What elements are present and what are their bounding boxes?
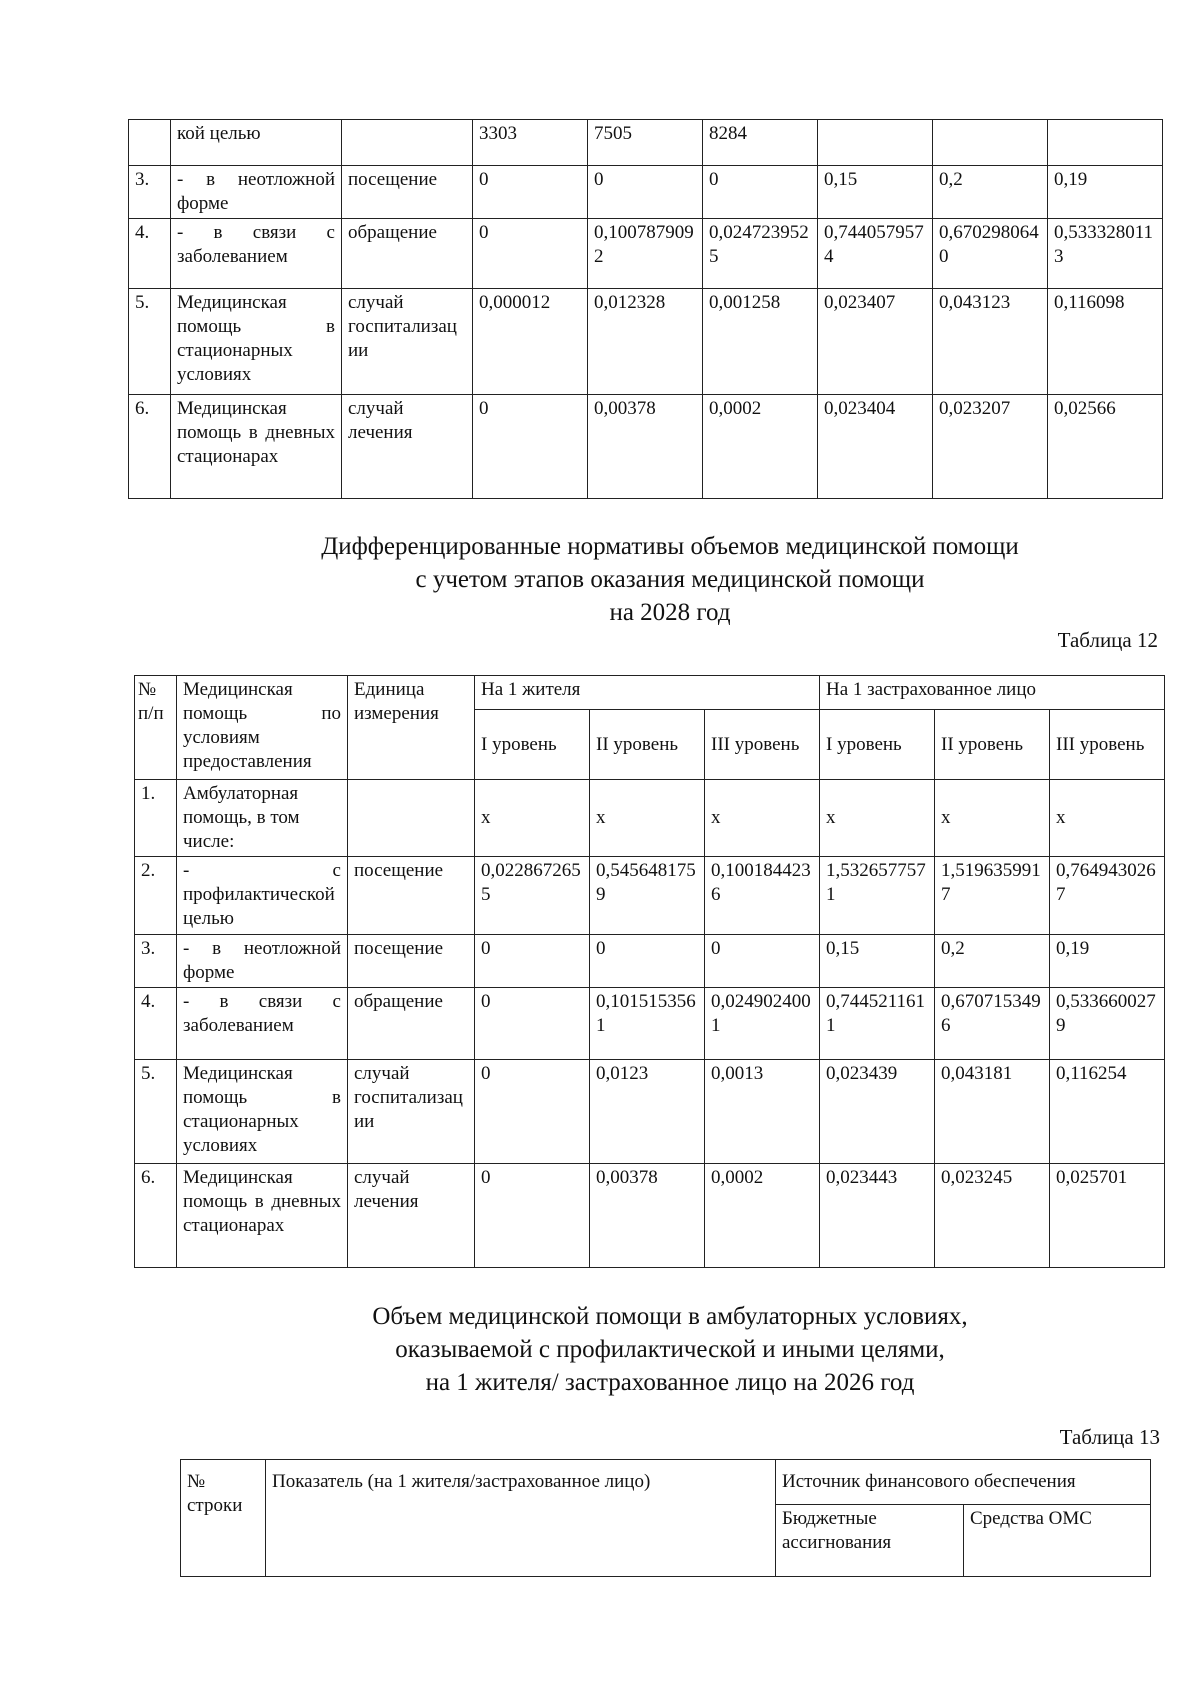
cell-value: x: [820, 780, 935, 857]
cell-value: 0,1001844236: [705, 857, 820, 935]
cell-value: 0,5333280113: [1048, 219, 1163, 289]
header-indicator: Показатель (на 1 жителя/застрахованное лицо): [266, 1460, 776, 1577]
row-unit: посещение: [348, 857, 475, 935]
table-row: [129, 289, 1163, 395]
row-unit: обращение: [348, 988, 475, 1060]
cell-value: 1,5326577571: [820, 857, 935, 935]
cell-value: 0: [473, 395, 588, 499]
row-unit: посещение: [348, 935, 475, 988]
cell-value: 0: [475, 1060, 590, 1164]
row-name: кой целью: [171, 120, 342, 166]
table-row: [129, 219, 1163, 289]
header-per-insured: На 1 застрахованное лицо: [820, 676, 1165, 710]
header-budget: Бюджетные ассигнования: [776, 1505, 964, 1577]
row-name: Медицинская помощь в стационарных условиях: [171, 289, 342, 395]
cell-value: 0,5456481759: [590, 857, 705, 935]
cell-value: 0,023439: [820, 1060, 935, 1164]
header-num: № п/п: [135, 676, 177, 780]
cell-value: 8284: [703, 120, 818, 166]
row-unit: случай госпитализации: [348, 1060, 475, 1164]
row-name: - с профилактической целью: [177, 857, 348, 935]
table-row: [129, 120, 1163, 166]
cell-value: 0,19: [1048, 166, 1163, 219]
cell-value: 0,0013: [705, 1060, 820, 1164]
header-level: I уровень: [475, 710, 590, 780]
header-name: Медицинская помощь по условиям предоставления: [177, 676, 348, 780]
cell-value: 0,00378: [588, 395, 703, 499]
cell-value: 0,6702980640: [933, 219, 1048, 289]
table-row: [135, 780, 1165, 857]
cell-value: 0,001258: [703, 289, 818, 395]
cell-value: 0,0247239525: [703, 219, 818, 289]
row-unit: [348, 780, 475, 857]
row-name: - в связи с заболеванием: [177, 988, 348, 1060]
table-row: [135, 935, 1165, 988]
cell-value: 0,0123: [590, 1060, 705, 1164]
cell-value: 0,012328: [588, 289, 703, 395]
cell-value: 0,043181: [935, 1060, 1050, 1164]
cell-value: 0,0249024001: [705, 988, 820, 1060]
row-number: 1.: [135, 780, 177, 857]
cell-value: 0: [703, 166, 818, 219]
table-header-row: [135, 676, 1165, 710]
cell-value: 0: [588, 166, 703, 219]
title-line: Дифференцированные нормативы объемов медицинской помощи: [321, 533, 1019, 560]
row-number: 5.: [135, 1060, 177, 1164]
cell-value: 0,2: [933, 166, 1048, 219]
cell-value: 1,5196359917: [935, 857, 1050, 935]
table-label-13: Таблица 13: [1059, 1425, 1160, 1449]
table-row: [135, 1164, 1165, 1268]
section-title-13: [0, 1300, 1200, 1399]
table-row: [129, 166, 1163, 219]
row-name: - в неотложной форме: [177, 935, 348, 988]
row-name: - в неотложной форме: [171, 166, 342, 219]
table-12: [134, 675, 1165, 1268]
table-row: [129, 395, 1163, 499]
cell-value: 0: [473, 166, 588, 219]
cell-value: 0,5336600279: [1050, 988, 1165, 1060]
cell-value: 0,116098: [1048, 289, 1163, 395]
table-continuation: [128, 119, 1163, 499]
header-level: II уровень: [590, 710, 705, 780]
title-line: на 2028 год: [609, 599, 731, 626]
cell-value: 0,0002: [703, 395, 818, 499]
cell-value: x: [475, 780, 590, 857]
row-unit: обращение: [342, 219, 473, 289]
cell-value: 0,00378: [590, 1164, 705, 1268]
header-level: I уровень: [820, 710, 935, 780]
header-row-number: № строки: [181, 1460, 266, 1577]
table-label-12: Таблица 12: [1057, 628, 1158, 652]
cell-value: 0,15: [818, 166, 933, 219]
row-number: 6.: [129, 395, 171, 499]
title-line: с учетом этапов оказания медицинской помощи: [415, 566, 925, 593]
cell-value: 0: [705, 935, 820, 988]
cell-value: 0,0228672655: [475, 857, 590, 935]
row-number: 3.: [129, 166, 171, 219]
header-funding-source: Источник финансового обеспечения: [776, 1460, 1151, 1505]
row-number: 2.: [135, 857, 177, 935]
cell-value: 0: [473, 219, 588, 289]
row-number: 3.: [135, 935, 177, 988]
cell-value: 0: [590, 935, 705, 988]
row-unit: посещение: [342, 166, 473, 219]
header-oms: Средства ОМС: [964, 1505, 1151, 1577]
header-level: III уровень: [705, 710, 820, 780]
header-level: III уровень: [1050, 710, 1165, 780]
row-name: - в связи с заболеванием: [171, 219, 342, 289]
cell-value: 0,2: [935, 935, 1050, 988]
cell-value: 0: [475, 1164, 590, 1268]
row-name: Медицинская помощь в стационарных условиях: [177, 1060, 348, 1164]
table-header-row: [181, 1460, 1151, 1505]
row-number: 6.: [135, 1164, 177, 1268]
cell-value: 0,7440579574: [818, 219, 933, 289]
section-title-12: [0, 530, 1200, 629]
title-line: Объем медицинской помощи в амбулаторных условиях,: [372, 1303, 968, 1330]
header-unit: Единица измерения: [348, 676, 475, 780]
cell-value: 0,023245: [935, 1164, 1050, 1268]
cell-value: 0,025701: [1050, 1164, 1165, 1268]
cell-value: 0,023407: [818, 289, 933, 395]
row-unit: случай лечения: [348, 1164, 475, 1268]
cell-value: 0,1007879092: [588, 219, 703, 289]
row-name: Амбулаторная помощь, в том числе:: [177, 780, 348, 857]
cell-value: x: [935, 780, 1050, 857]
cell-value: 0,19: [1050, 935, 1165, 988]
cell-value: 0,7649430267: [1050, 857, 1165, 935]
row-number: 5.: [129, 289, 171, 395]
cell-value: 0,02566: [1048, 395, 1163, 499]
table-row: [135, 988, 1165, 1060]
row-unit: случай госпитализации: [342, 289, 473, 395]
header-level: II уровень: [935, 710, 1050, 780]
row-name: Медицинская помощь в дневных стационарах: [171, 395, 342, 499]
cell-value: 0: [475, 935, 590, 988]
row-number: 4.: [129, 219, 171, 289]
cell-value: 0,1015153561: [590, 988, 705, 1060]
table-row: [135, 1060, 1165, 1164]
table-13: [180, 1459, 1151, 1577]
cell-value: 0,0002: [705, 1164, 820, 1268]
cell-value: 0: [475, 988, 590, 1060]
cell-value: 0,116254: [1050, 1060, 1165, 1164]
cell-value: x: [590, 780, 705, 857]
cell-value: 0,6707153496: [935, 988, 1050, 1060]
cell-value: 0,023404: [818, 395, 933, 499]
cell-value: 0,000012: [473, 289, 588, 395]
cell-value: 0,15: [820, 935, 935, 988]
header-per-resident: На 1 жителя: [475, 676, 820, 710]
cell-value: 7505: [588, 120, 703, 166]
row-name: Медицинская помощь в дневных стационарах: [177, 1164, 348, 1268]
row-number: 4.: [135, 988, 177, 1060]
row-unit: случай лечения: [342, 395, 473, 499]
cell-value: 0,043123: [933, 289, 1048, 395]
cell-value: 0,023443: [820, 1164, 935, 1268]
title-line: на 1 жителя/ застрахованное лицо на 2026 год: [425, 1369, 915, 1396]
cell-value: x: [1050, 780, 1165, 857]
cell-value: 0,7445211611: [820, 988, 935, 1060]
cell-value: x: [705, 780, 820, 857]
title-line: оказываемой с профилактической и иными целями,: [395, 1336, 945, 1363]
cell-value: 0,023207: [933, 395, 1048, 499]
table-row: [135, 857, 1165, 935]
cell-value: 3303: [473, 120, 588, 166]
